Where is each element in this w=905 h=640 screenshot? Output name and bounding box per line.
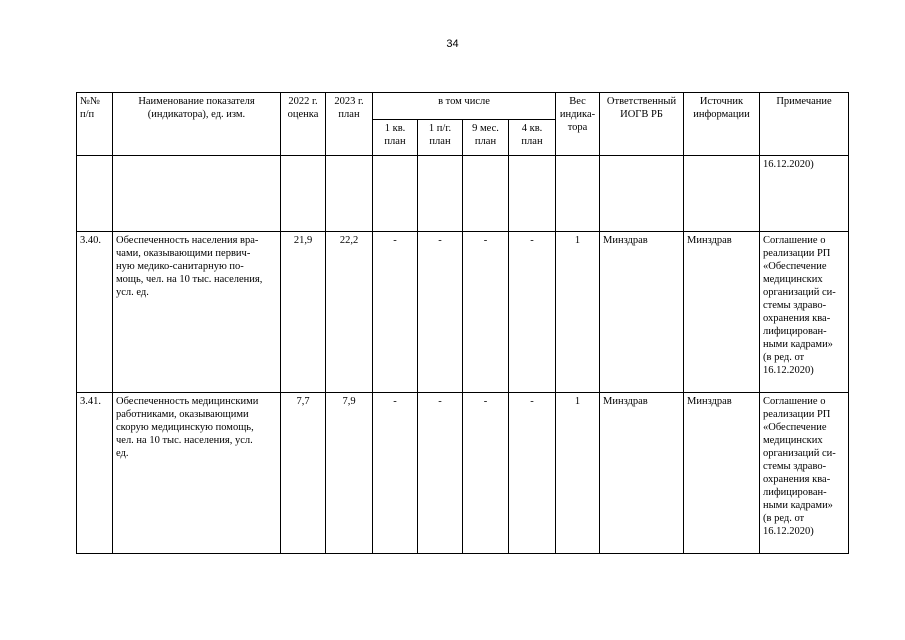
row-plan2023: 7,9 bbox=[326, 393, 373, 554]
header-name: Наименование показателя (индикатора), ед. изм. bbox=[113, 93, 281, 156]
row-num: 3.41. bbox=[77, 393, 113, 554]
row-9m: - bbox=[463, 393, 509, 554]
row-q4: - bbox=[509, 232, 556, 393]
row-name: Обеспеченность медицинскими работниками, оказывающими скорую медицинскую помощь, чел. на 10 тыс. населения, усл. ед. bbox=[113, 393, 281, 554]
indicators-table bbox=[76, 92, 849, 554]
header-num: №№ п/п bbox=[77, 93, 113, 156]
header-weight: Вес индика- тора bbox=[556, 93, 600, 156]
row-responsible: Минздрав bbox=[600, 393, 684, 554]
row-plan2023 bbox=[326, 156, 373, 232]
header-h1: 1 п/г. план bbox=[418, 120, 463, 156]
header-est2022: 2022 г. оценка bbox=[281, 93, 326, 156]
header-source: Источник информации bbox=[684, 93, 760, 156]
row-note: Соглашение о реализации РП «Обеспечение медицинских организаций си- стемы здраво- охранения ква- лифицирован- ными кадрами» (в ред. от 16.12.2020) bbox=[760, 393, 849, 554]
row-est2022: 7,7 bbox=[281, 393, 326, 554]
row-q4: - bbox=[509, 393, 556, 554]
row-source: Минздрав bbox=[684, 393, 760, 554]
row-note: 16.12.2020) bbox=[760, 156, 849, 232]
row-est2022: 21,9 bbox=[281, 232, 326, 393]
row-est2022 bbox=[281, 156, 326, 232]
page-number: 34 bbox=[446, 38, 459, 50]
row-q4 bbox=[509, 156, 556, 232]
row-q1: - bbox=[373, 393, 418, 554]
header-row bbox=[77, 93, 849, 120]
table-row bbox=[77, 232, 849, 393]
row-9m bbox=[463, 156, 509, 232]
header-q4: 4 кв. план bbox=[509, 120, 556, 156]
header-responsible: Ответственный ИОГВ РБ bbox=[600, 93, 684, 156]
row-weight: 1 bbox=[556, 232, 600, 393]
header-q1: 1 кв. план bbox=[373, 120, 418, 156]
row-9m: - bbox=[463, 232, 509, 393]
row-responsible: Минздрав bbox=[600, 232, 684, 393]
header-note: Примечание bbox=[760, 93, 849, 156]
row-num: 3.40. bbox=[77, 232, 113, 393]
header-9m: 9 мес. план bbox=[463, 120, 509, 156]
table-row bbox=[77, 156, 849, 232]
table-row bbox=[77, 393, 849, 554]
row-h1: - bbox=[418, 232, 463, 393]
row-weight bbox=[556, 156, 600, 232]
row-name bbox=[113, 156, 281, 232]
row-note: Соглашение о реализации РП «Обеспечение медицинских организаций си- стемы здраво- охранения ква- лифицирован- ными кадрами» (в ред. от 16.12.2020) bbox=[760, 232, 849, 393]
row-q1: - bbox=[373, 232, 418, 393]
row-weight: 1 bbox=[556, 393, 600, 554]
row-source: Минздрав bbox=[684, 232, 760, 393]
header-including: в том числе bbox=[373, 93, 556, 120]
row-h1: - bbox=[418, 393, 463, 554]
row-name: Обеспеченность населения вра- чами, оказывающими первич- ную медико-санитарную по- мощь, чел. на 10 тыс. населения, усл. ед. bbox=[113, 232, 281, 393]
header-plan2023: 2023 г. план bbox=[326, 93, 373, 156]
row-responsible bbox=[600, 156, 684, 232]
row-source bbox=[684, 156, 760, 232]
row-num bbox=[77, 156, 113, 232]
row-h1 bbox=[418, 156, 463, 232]
row-q1 bbox=[373, 156, 418, 232]
row-plan2023: 22,2 bbox=[326, 232, 373, 393]
